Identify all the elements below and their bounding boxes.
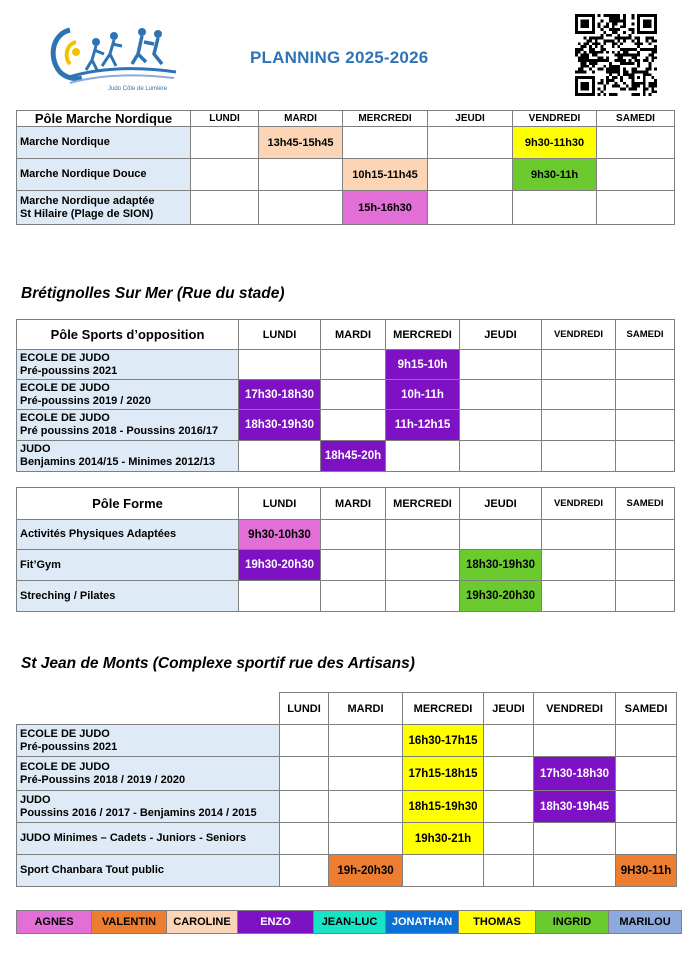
empty-slot bbox=[616, 441, 675, 472]
activity-label-line: ECOLE DE JUDO bbox=[20, 727, 110, 740]
time-slot: 18h45-20h bbox=[321, 441, 386, 472]
activity-label-line: Pré poussins 2018 - Poussins 2016/17 bbox=[20, 425, 219, 437]
time-slot: 19h30-21h bbox=[403, 823, 484, 855]
empty-slot bbox=[460, 441, 542, 472]
empty-slot bbox=[542, 581, 616, 612]
day-header: SAMEDI bbox=[616, 488, 675, 520]
activity-label bbox=[17, 410, 239, 441]
activity-label-line: Sport Chanbara Tout public bbox=[20, 864, 165, 877]
empty-slot bbox=[280, 855, 329, 887]
empty-slot bbox=[191, 159, 259, 191]
table-row bbox=[17, 581, 675, 612]
legend-item: JONATHAN bbox=[386, 911, 459, 934]
table-title: Pôle Marche Nordique bbox=[17, 111, 191, 127]
time-slot: 18h30-19h30 bbox=[239, 410, 321, 441]
empty-slot bbox=[460, 410, 542, 441]
empty-slot bbox=[191, 191, 259, 225]
empty-slot bbox=[239, 581, 321, 612]
day-header: JEUDI bbox=[460, 320, 542, 350]
activity-label-line: Pré-poussins 2019 / 2020 bbox=[20, 394, 151, 407]
time-slot: 9h30-11h30 bbox=[513, 127, 597, 159]
time-slot: 15h-16h30 bbox=[343, 191, 428, 225]
coach-legend bbox=[16, 910, 682, 934]
empty-slot bbox=[542, 410, 616, 441]
activity-label bbox=[17, 380, 239, 410]
st-jean-table bbox=[16, 692, 677, 887]
activity-label-line: Pré-Poussins 2018 / 2019 / 2020 bbox=[20, 773, 186, 786]
pole-forme-table bbox=[16, 487, 675, 612]
table-title: Pôle Sports d’opposition bbox=[17, 320, 239, 350]
empty-slot bbox=[386, 550, 460, 581]
day-header: MERCREDI bbox=[386, 488, 460, 520]
table-row bbox=[17, 410, 675, 441]
empty-slot bbox=[329, 757, 403, 791]
activity-label-line: Marche Nordique adaptée bbox=[20, 194, 155, 207]
empty-slot bbox=[616, 791, 677, 823]
day-header: SAMEDI bbox=[597, 111, 675, 127]
empty-slot bbox=[280, 725, 329, 757]
legend-item: VALENTIN bbox=[92, 911, 167, 934]
time-slot: 19h30-20h30 bbox=[239, 550, 321, 581]
activity-label-line: ECOLE DE JUDO bbox=[20, 760, 110, 773]
table-row bbox=[17, 855, 677, 887]
empty-slot bbox=[321, 410, 386, 441]
day-header: LUNDI bbox=[280, 693, 329, 725]
empty-slot bbox=[239, 350, 321, 380]
empty-slot bbox=[321, 350, 386, 380]
activity-label bbox=[17, 550, 239, 581]
empty-slot bbox=[616, 550, 675, 581]
table-row bbox=[17, 441, 675, 472]
activity-label bbox=[17, 191, 191, 225]
day-header: MERCREDI bbox=[403, 693, 484, 725]
activity-label bbox=[17, 441, 239, 472]
legend-item: THOMAS bbox=[459, 911, 536, 934]
svg-text:Judo Côte de Lumière: Judo Côte de Lumière bbox=[108, 86, 168, 92]
activity-label bbox=[17, 581, 239, 612]
time-slot: 9h30-10h30 bbox=[239, 520, 321, 550]
day-header: SAMEDI bbox=[616, 693, 677, 725]
time-slot: 18h30-19h30 bbox=[460, 550, 542, 581]
section-title-bretignolles: Brétignolles Sur Mer (Rue du stade) bbox=[21, 285, 285, 302]
day-header: VENDREDI bbox=[542, 488, 616, 520]
empty-slot bbox=[259, 191, 343, 225]
empty-slot bbox=[460, 380, 542, 410]
empty-slot bbox=[343, 127, 428, 159]
day-header: MARDI bbox=[259, 111, 343, 127]
time-slot: 16h30-17h15 bbox=[403, 725, 484, 757]
empty-slot bbox=[616, 725, 677, 757]
empty-slot bbox=[534, 725, 616, 757]
legend-item: INGRID bbox=[536, 911, 609, 934]
table-corner bbox=[17, 693, 280, 725]
empty-slot bbox=[484, 725, 534, 757]
empty-slot bbox=[386, 581, 460, 612]
time-slot: 19h-20h30 bbox=[329, 855, 403, 887]
day-header: LUNDI bbox=[239, 488, 321, 520]
empty-slot bbox=[403, 855, 484, 887]
activity-label-line: Poussins 2016 / 2017 - Benjamins 2014 / 2015 bbox=[20, 806, 257, 819]
activity-label-line: ECOLE DE JUDO bbox=[20, 412, 110, 425]
legend-item: AGNES bbox=[17, 911, 92, 934]
empty-slot bbox=[616, 350, 675, 380]
club-logo bbox=[46, 20, 180, 94]
day-header: JEUDI bbox=[484, 693, 534, 725]
empty-slot bbox=[597, 127, 675, 159]
empty-slot bbox=[386, 520, 460, 550]
empty-slot bbox=[280, 823, 329, 855]
empty-slot bbox=[280, 791, 329, 823]
day-header: MERCREDI bbox=[386, 320, 460, 350]
empty-slot bbox=[259, 159, 343, 191]
page-title: PLANNING 2025-2026 bbox=[250, 48, 429, 67]
table-row bbox=[17, 550, 675, 581]
legend-item: ENZO bbox=[238, 911, 314, 934]
day-header: JEUDI bbox=[428, 111, 513, 127]
table-row bbox=[17, 159, 675, 191]
empty-slot bbox=[597, 159, 675, 191]
empty-slot bbox=[428, 127, 513, 159]
time-slot: 9h15-10h bbox=[386, 350, 460, 380]
day-header: LUNDI bbox=[191, 111, 259, 127]
activity-label bbox=[17, 823, 280, 855]
activity-label bbox=[17, 855, 280, 887]
time-slot: 19h30-20h30 bbox=[460, 581, 542, 612]
activity-label bbox=[17, 757, 280, 791]
empty-slot bbox=[616, 380, 675, 410]
empty-slot bbox=[428, 159, 513, 191]
time-slot: 9H30-11h bbox=[616, 855, 677, 887]
table-row bbox=[17, 380, 675, 410]
empty-slot bbox=[542, 520, 616, 550]
activity-label-line: Benjamins 2014/15 - Minimes 2012/13 bbox=[20, 456, 216, 468]
empty-slot bbox=[329, 791, 403, 823]
empty-slot bbox=[321, 380, 386, 410]
activity-label-line: Streching / Pilates bbox=[20, 589, 116, 602]
time-slot: 18h15-19h30 bbox=[403, 791, 484, 823]
activity-label bbox=[17, 791, 280, 823]
empty-slot bbox=[428, 191, 513, 225]
day-header: SAMEDI bbox=[616, 320, 675, 350]
activity-label-line: Marche Nordique bbox=[20, 136, 110, 149]
day-header: VENDREDI bbox=[542, 320, 616, 350]
table-row bbox=[17, 725, 677, 757]
empty-slot bbox=[386, 441, 460, 472]
section-title-stjean: St Jean de Monts (Complexe sportif rue des Artisans) bbox=[21, 655, 415, 672]
activity-label-line: Activités Physiques Adaptées bbox=[20, 528, 177, 541]
empty-slot bbox=[321, 550, 386, 581]
empty-slot bbox=[321, 520, 386, 550]
empty-slot bbox=[542, 350, 616, 380]
empty-slot bbox=[616, 757, 677, 791]
time-slot: 9h30-11h bbox=[513, 159, 597, 191]
table-row bbox=[17, 191, 675, 225]
day-header: VENDREDI bbox=[534, 693, 616, 725]
activity-label-line: ECOLE DE JUDO bbox=[20, 381, 110, 394]
legend-item: JEAN-LUC bbox=[314, 911, 386, 934]
time-slot: 11h-12h15 bbox=[386, 410, 460, 441]
empty-slot bbox=[329, 823, 403, 855]
activity-label bbox=[17, 127, 191, 159]
empty-slot bbox=[597, 191, 675, 225]
empty-slot bbox=[616, 520, 675, 550]
empty-slot bbox=[542, 550, 616, 581]
empty-slot bbox=[484, 757, 534, 791]
empty-slot bbox=[542, 441, 616, 472]
table-row bbox=[17, 823, 677, 855]
activity-label bbox=[17, 350, 239, 380]
time-slot: 13h45-15h45 bbox=[259, 127, 343, 159]
day-header: MARDI bbox=[321, 320, 386, 350]
time-slot: 18h30-19h45 bbox=[534, 791, 616, 823]
empty-slot bbox=[534, 823, 616, 855]
empty-slot bbox=[616, 823, 677, 855]
qr-code[interactable] bbox=[575, 14, 657, 96]
legend-item: CAROLINE bbox=[167, 911, 238, 934]
day-header: MERCREDI bbox=[343, 111, 428, 127]
activity-label-line: Fit’Gym bbox=[20, 558, 61, 571]
empty-slot bbox=[460, 350, 542, 380]
empty-slot bbox=[616, 410, 675, 441]
table-row bbox=[17, 520, 675, 550]
table-title: Pôle Forme bbox=[17, 488, 239, 520]
activity-label bbox=[17, 725, 280, 757]
time-slot: 17h15-18h15 bbox=[403, 757, 484, 791]
table-row bbox=[17, 791, 677, 823]
activity-label-line: JUDO bbox=[20, 793, 51, 806]
activity-label-line: JUDO bbox=[20, 443, 51, 456]
time-slot: 10h-11h bbox=[386, 380, 460, 410]
time-slot: 17h30-18h30 bbox=[239, 380, 321, 410]
activity-label-line: Pré-poussins 2021 bbox=[20, 740, 118, 753]
empty-slot bbox=[280, 757, 329, 791]
day-header: MARDI bbox=[321, 488, 386, 520]
activity-label bbox=[17, 159, 191, 191]
empty-slot bbox=[513, 191, 597, 225]
empty-slot bbox=[329, 725, 403, 757]
empty-slot bbox=[460, 520, 542, 550]
legend-item: MARILOU bbox=[609, 911, 682, 934]
activity-label-line: Marche Nordique Douce bbox=[20, 168, 147, 181]
activity-label-line: Pré-poussins 2021 bbox=[20, 364, 118, 377]
table-row bbox=[17, 127, 675, 159]
empty-slot bbox=[484, 791, 534, 823]
day-header: LUNDI bbox=[239, 320, 321, 350]
activity-label-line: St Hilaire (Plage de SION) bbox=[20, 207, 154, 220]
sports-opposition-table bbox=[16, 319, 675, 472]
table-row bbox=[17, 350, 675, 380]
day-header: VENDREDI bbox=[513, 111, 597, 127]
empty-slot bbox=[484, 823, 534, 855]
time-slot: 10h15-11h45 bbox=[343, 159, 428, 191]
time-slot: 17h30-18h30 bbox=[534, 757, 616, 791]
day-header: JEUDI bbox=[460, 488, 542, 520]
activity-label bbox=[17, 520, 239, 550]
empty-slot bbox=[542, 380, 616, 410]
activity-label-line: JUDO Minimes – Cadets - Juniors - Seniors bbox=[20, 832, 247, 845]
activity-label-line: ECOLE DE JUDO bbox=[20, 351, 110, 364]
empty-slot bbox=[484, 855, 534, 887]
empty-slot bbox=[616, 581, 675, 612]
marche-nordique-table bbox=[16, 110, 675, 225]
empty-slot bbox=[239, 441, 321, 472]
empty-slot bbox=[534, 855, 616, 887]
empty-slot bbox=[321, 581, 386, 612]
empty-slot bbox=[191, 127, 259, 159]
table-row bbox=[17, 757, 677, 791]
day-header: MARDI bbox=[329, 693, 403, 725]
